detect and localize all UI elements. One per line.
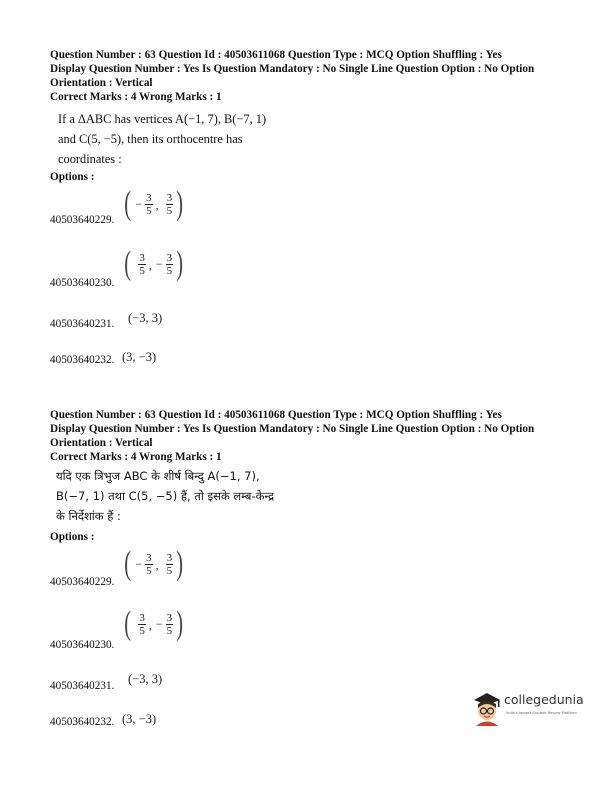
option-id: 40503640231. xyxy=(50,318,115,330)
denominator: 5 xyxy=(166,204,173,217)
question-text-line: यदि एक त्रिभुज ABC के शीर्ष बिन्दु A(−1, 7), xyxy=(56,469,260,483)
student-mascot-icon xyxy=(470,690,504,726)
fraction xyxy=(166,252,174,277)
question-1-text xyxy=(58,109,318,169)
numerator: 3 xyxy=(139,251,145,264)
question-meta-line: Question Number : 63 Question Id : 40503611068 Question Type : MCQ Option Shuffling : Yes xyxy=(50,409,502,421)
question-meta-line: Orientation : Vertical xyxy=(50,77,153,89)
option-id: 40503640230. xyxy=(50,277,115,289)
brand-name: collegedunia xyxy=(504,692,584,707)
left-paren: ( xyxy=(124,545,132,582)
denominator: 5 xyxy=(139,624,145,637)
numerator: 3 xyxy=(166,191,173,204)
question-text-line: coordinates : xyxy=(58,152,122,166)
fraction xyxy=(138,252,146,277)
numerator: 3 xyxy=(166,551,173,564)
option-3-math: (−3, 3) xyxy=(128,672,163,686)
question-text-line: If a ΔABC has vertices A(−1, 7), B(−7, 1) xyxy=(58,112,267,126)
option-1-math xyxy=(122,547,185,581)
option-id: 40503640230. xyxy=(50,639,115,651)
fraction xyxy=(145,192,153,217)
numerator: 3 xyxy=(139,611,145,624)
question-text-line: के निर्देशांक हैं : xyxy=(56,509,121,523)
brand-tagline: India's largest Student Review Platform xyxy=(506,711,577,715)
option-4-math: (3, −3) xyxy=(122,712,157,726)
left-paren: ( xyxy=(124,185,132,222)
minus-sign: − xyxy=(155,256,163,271)
comma: , xyxy=(155,558,159,572)
option-id: 40503640229. xyxy=(50,576,115,588)
option-id: 40503640232. xyxy=(50,716,115,728)
denominator: 5 xyxy=(166,564,173,577)
question-meta-line: Display Question Number : Yes Is Question Mandatory : No Single Line Question Option : No Option xyxy=(50,63,535,75)
denominator: 5 xyxy=(166,624,173,637)
collegedunia-logo xyxy=(470,690,590,730)
comma: , xyxy=(155,198,159,212)
numerator: 3 xyxy=(146,191,152,204)
fraction xyxy=(166,192,174,217)
numerator: 3 xyxy=(166,251,173,264)
option-id: 40503640229. xyxy=(50,214,115,226)
fraction xyxy=(166,612,174,637)
left-paren: ( xyxy=(124,245,132,282)
option-id: 40503640231. xyxy=(50,680,115,692)
numerator: 3 xyxy=(166,611,173,624)
denominator: 5 xyxy=(146,564,152,577)
right-paren: ) xyxy=(176,545,184,582)
fraction xyxy=(166,552,174,577)
numerator: 3 xyxy=(146,551,152,564)
options-label: Options : xyxy=(50,531,95,543)
question-meta-line: Question Number : 63 Question Id : 40503611068 Question Type : MCQ Option Shuffling : Yes xyxy=(50,49,502,61)
denominator: 5 xyxy=(139,264,145,277)
question-text-line: B(−7, 1) तथा C(5, −5) हैं, तो इसके लम्ब-केन्द्र xyxy=(56,489,275,503)
right-paren: ) xyxy=(176,605,184,642)
marks-line: Correct Marks : 4 Wrong Marks : 1 xyxy=(50,451,222,463)
options-label: Options : xyxy=(50,171,95,183)
question-meta-line: Display Question Number : Yes Is Question Mandatory : No Single Line Question Option : No Option xyxy=(50,423,535,435)
question-text-line: and C(5, −5), then its orthocentre has xyxy=(58,132,243,146)
option-4-math: (3, −3) xyxy=(122,350,157,364)
denominator: 5 xyxy=(146,204,152,217)
right-paren: ) xyxy=(176,185,184,222)
option-3-math: (−3, 3) xyxy=(128,311,163,325)
minus-sign: − xyxy=(135,196,143,211)
marks-line: Correct Marks : 4 Wrong Marks : 1 xyxy=(50,91,222,103)
denominator: 5 xyxy=(166,264,173,277)
question-meta-line: Orientation : Vertical xyxy=(50,437,153,449)
minus-sign: − xyxy=(135,556,143,571)
option-2-math xyxy=(122,607,185,641)
fraction xyxy=(145,552,153,577)
left-paren: ( xyxy=(124,605,132,642)
fraction xyxy=(138,612,146,637)
question-2-text xyxy=(56,466,326,526)
comma: , xyxy=(148,618,152,632)
comma: , xyxy=(148,258,152,272)
option-2-math xyxy=(122,247,185,281)
right-paren: ) xyxy=(176,245,184,282)
option-id: 40503640232. xyxy=(50,354,115,366)
minus-sign: − xyxy=(155,616,163,631)
question-2-metadata xyxy=(50,408,580,464)
question-1-metadata xyxy=(50,48,580,104)
option-1-math xyxy=(122,187,185,221)
